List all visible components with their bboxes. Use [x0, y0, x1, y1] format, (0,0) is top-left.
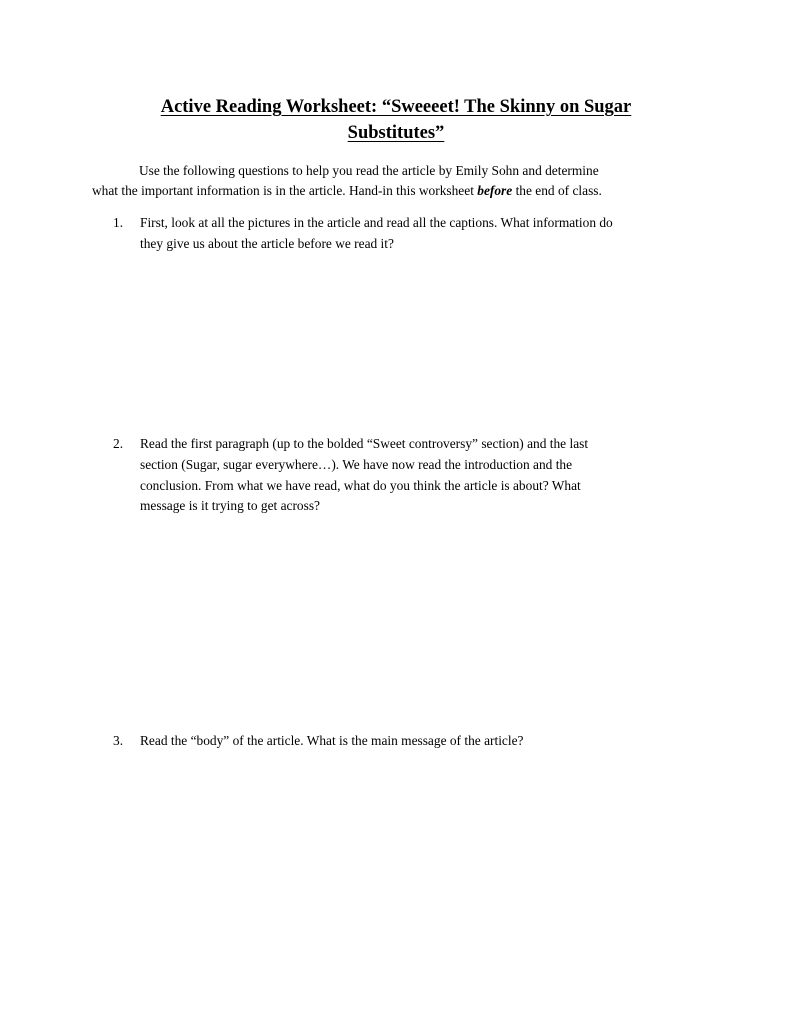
question-text	[140, 434, 703, 517]
question-number: 2.	[113, 436, 124, 451]
question-number: 3.	[113, 733, 124, 748]
question-line: they give us about the article before we read it?	[140, 235, 394, 251]
question-line: First, look at all the pictures in the article and read all the captions. What information do	[140, 215, 613, 230]
question-line: Read the “body” of the article. What is the main message of the article?	[140, 733, 524, 748]
title-line-1: Active Reading Worksheet: “Sweeeet! The Skinny on Sugar	[160, 97, 632, 117]
title-line-2: Substitutes”	[347, 123, 445, 143]
question-1	[113, 213, 703, 255]
question-line: conclusion. From what we have read, what do you think the article is about? What	[140, 477, 581, 493]
instructions-paragraph	[92, 161, 700, 201]
question-text	[140, 731, 703, 752]
worksheet-title	[92, 94, 700, 146]
question-line: Read the first paragraph (up to the bolded “Sweet controversy” section) and the last	[140, 436, 589, 451]
instructions-line-2	[92, 181, 700, 201]
instructions-line-1: Use the following questions to help you read the article by Emily Sohn and determine	[139, 163, 599, 178]
instructions-emphasis: before	[477, 183, 513, 198]
question-text	[140, 213, 703, 255]
question-number: 1.	[113, 215, 124, 230]
instructions-text-b: the end of class.	[512, 183, 602, 198]
question-line: section (Sugar, sugar everywhere…). We have now read the introduction and the	[140, 456, 573, 472]
question-2	[113, 434, 703, 517]
question-line: message is it trying to get across?	[140, 498, 320, 514]
question-3	[113, 731, 703, 752]
instructions-text-a: what the important information is in the article. Hand-in this worksheet	[92, 183, 478, 198]
